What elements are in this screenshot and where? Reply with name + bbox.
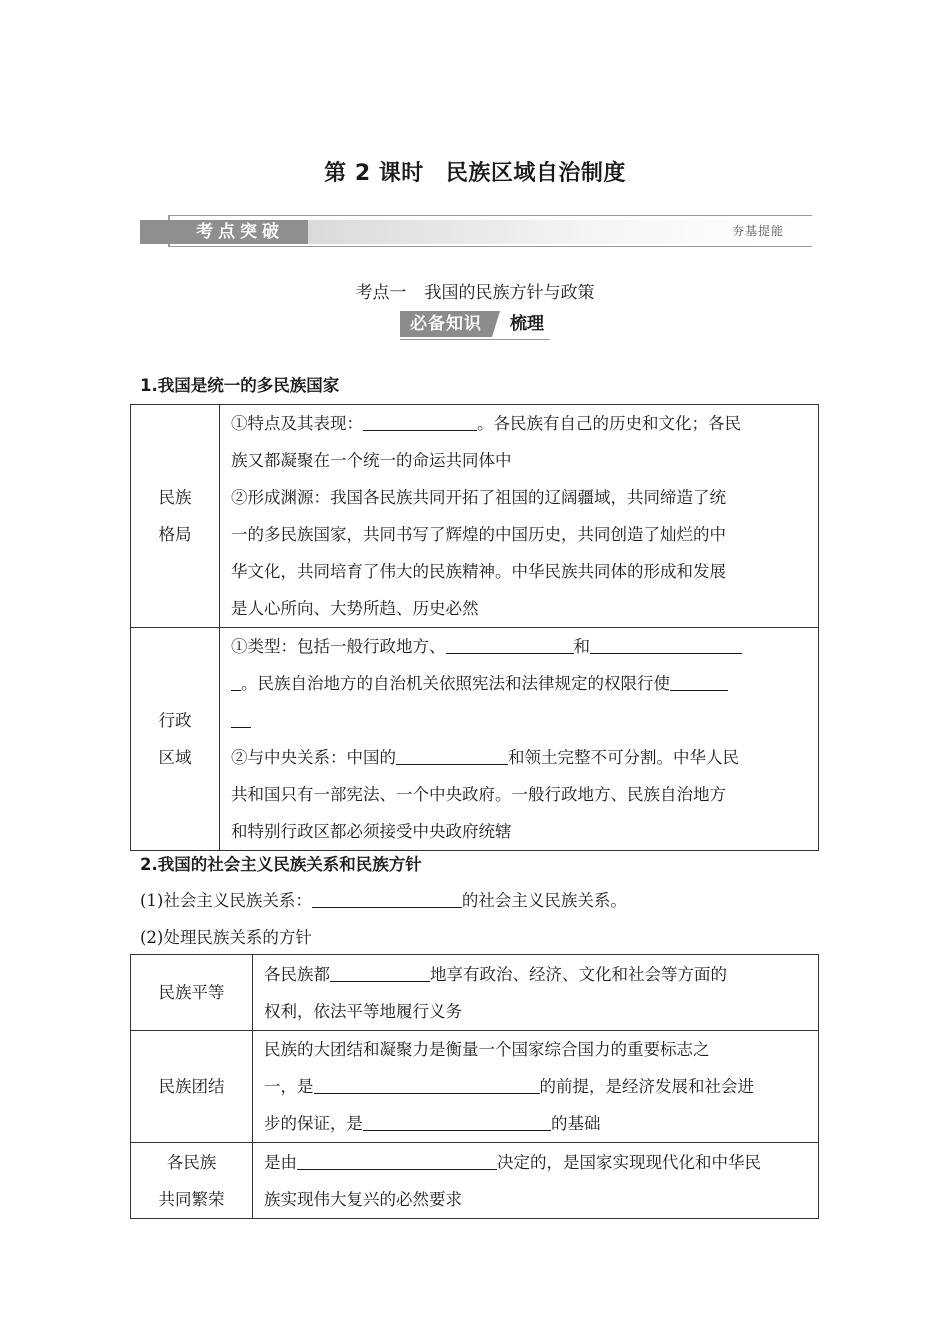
answer-blank[interactable] <box>363 412 477 431</box>
table-row <box>131 955 819 1031</box>
ethnic-policy-table <box>130 954 819 1219</box>
banner-right-label: 夯基提能 <box>731 224 784 238</box>
row-content: ①特点及其表现： 。各民族有自己的历史和文化；各民 族又都凝聚在一个统一的命运共同体中 ②形成渊源：我国各民族共同开拓了祖国的辽阔疆域，共同缔造了统 一的多民族国家，共同书写了辉煌的中国历史，共同创造了灿烂的中 华文化，共同培育了伟大的民族精神。中华民族共同体的形成和发展 是人心所向、大势所趋、历史必然 <box>220 405 819 628</box>
point-title: 考点一 我国的民族方针与政策 <box>355 283 595 303</box>
section-banner <box>140 215 810 249</box>
badge-underline <box>400 339 550 340</box>
row-content: 各民族都 地享有政治、经济、文化和社会等方面的 权利，依法平等地履行义务 <box>253 955 819 1031</box>
page-title <box>0 156 950 187</box>
ethnic-pattern-table <box>130 404 819 851</box>
row-label: 民族 格局 <box>131 405 220 628</box>
answer-blank[interactable] <box>231 709 251 728</box>
lesson-title: 民族区域自治制度 <box>445 161 626 186</box>
table-row <box>131 1143 819 1219</box>
paragraph-policy: (2)处理民族关系的方针 <box>140 928 312 947</box>
answer-blank[interactable] <box>330 963 430 982</box>
answer-blank[interactable] <box>446 635 574 654</box>
answer-blank[interactable] <box>363 1112 551 1131</box>
answer-blank[interactable] <box>670 672 728 691</box>
row-content: 是由 决定的，是国家实现现代化和中华民 族实现伟大复兴的必然要求 <box>253 1143 819 1219</box>
table-row <box>131 1031 819 1143</box>
answer-blank[interactable] <box>314 1075 540 1094</box>
answer-blank[interactable] <box>297 1151 497 1170</box>
row-content: ①类型：包括一般行政地方、 和 。民族自治地方的自治机关依照宪法和法律规定的权限行使 ②与中央关系：中国的 和领土完整不可分割。中华人民 共和国只有一部宪法、一个中央政府。一般行政地方、民族自治地方 和特别行政区都必须接受中央政府统辖 <box>220 628 819 851</box>
paragraph-relations: (1)社会主义民族关系： 的社会主义民族关系。 <box>140 891 627 910</box>
answer-blank[interactable] <box>590 635 742 654</box>
section1-heading: 1.我国是统一的多民族国家 <box>140 376 340 395</box>
section2-heading: 2.我国的社会主义民族关系和民族方针 <box>140 855 422 874</box>
row-content: 民族的大团结和凝聚力是衡量一个国家综合国力的重要标志之 一，是 的前提，是经济发展和社会进 步的保证，是 的基础 <box>253 1031 819 1143</box>
row-label: 民族团结 <box>131 1031 253 1143</box>
badge-dark-text: 必备知识 <box>410 314 482 334</box>
banner-label: 考点突破 <box>196 222 284 242</box>
row-label: 民族平等 <box>131 955 253 1031</box>
answer-blank[interactable] <box>312 889 462 908</box>
answer-blank[interactable] <box>231 672 241 691</box>
answer-blank[interactable] <box>396 746 508 765</box>
lesson-number: 第 2 课时 <box>324 161 424 186</box>
table-row <box>131 405 819 628</box>
table-row <box>131 628 819 851</box>
row-label: 各民族 共同繁荣 <box>131 1143 253 1219</box>
badge-light-text: 梳理 <box>510 314 544 334</box>
knowledge-badge <box>400 311 550 341</box>
row-label: 行政 区域 <box>131 628 220 851</box>
